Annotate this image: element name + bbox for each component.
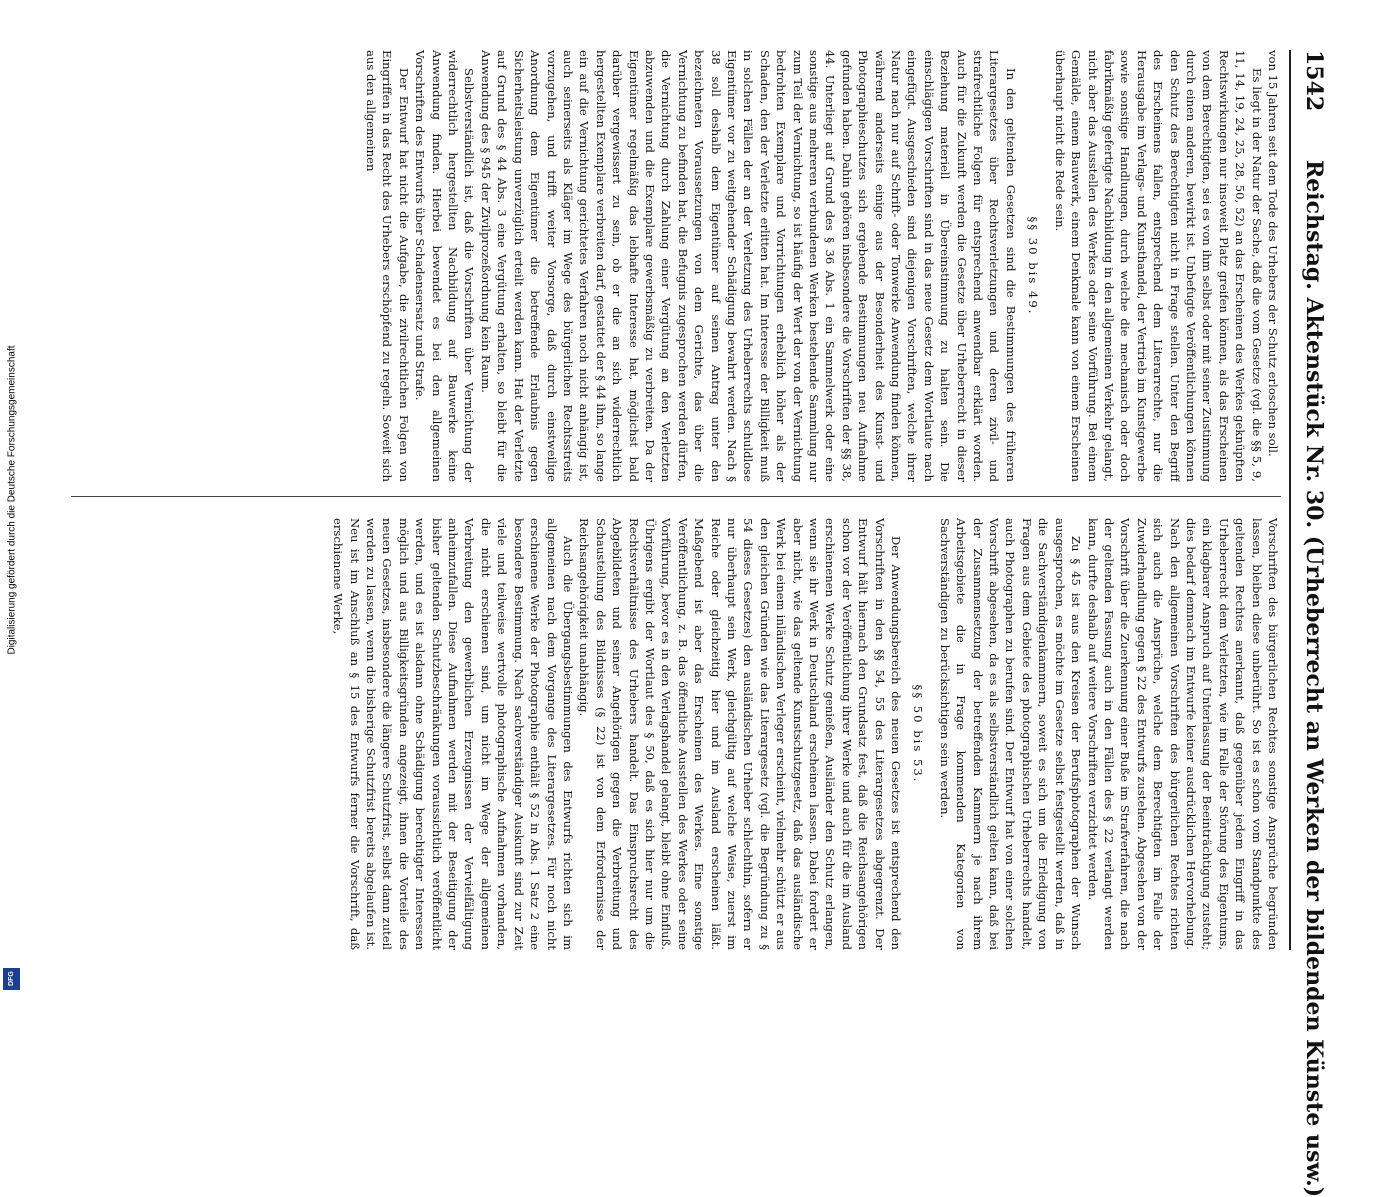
paragraph: In den geltenden Gesetzen sind die Bestimmungen des früheren Literargesetzes über Rechtsverletzungen und deren zivil- und strafrechtliche Folgen für entsprechend anwendbar erklärt worden. Auch für die Zukunft werden die Gesetze über Urheberrecht in dieser Beziehung materiell in Übereinstimmung zu halten sein. Die einschlägigen Vorschriften sind in das neue Gesetz dem Wortlaute nach eingefügt. Ausgeschieden sind diejenigen Vorschriften, welche ihrer Natur nach nur auf Schrift- oder Tonwerke Anwendung finden können, während anderseits einige aus der Besonderheit des Kunst- und Photographieschutzes sich ergebende Bestimmungen neu Aufnahme gefunden haben. Dahin gehören insbesondere die Vorschriften der §§ 38, 44. Unterliegt auf Grund des § 36 Abs. 1 ein Sammelwerk oder eine sonstige aus mehreren verbundenen Werken bestehende Sammlung nur zum Teil der Vernichtung, so ist häufig der Wert der von der Vernichtung bedrohten Exemplare und Vorrichtungen erheblich höher als der Schaden, den der Verletzte erlitten hat. Im Interesse der Billigkeit muß in solchen Fällen der an der Verletzung des Urheberrechts schuldlose Eigentümer vor zu weitgehender Schädigung bewahrt werden. Nach § 38 soll deshalb dem Eigentümer auf seinen Antrag unter den bezeichneten Voraussetzungen von dem Gerichte, das über die Vernichtung zu befinden hat, die Befugnis zugesprochen werden dürfen, die Vernichtung durch Zahlung einer Vergütung an den Verletzten abzuwenden und die Exemplare gewerbsmäßig zu verbreiten. Da der Eigentümer regelmäßig das lebhafte Interesse hat, möglichst bald darüber vergewissert zu sein, ob er die an sich widerrechtlich hergestellten Exemplare verbreiten darf, gestattet der § 44 ihm, so lange ein auf die Vernichtung gerichtetes Verfahren noch nicht anhängig ist, auch seinerseits als Kläger im Wege des bürgerlichen Rechtsstreits vorzugehen, und trifft weiter Vorsorge, daß durch einstweilige Anordnung dem Eigentümer die betreffende Erlaubnis gegen Sicherheitsleistung unverzüglich erteilt werden kann. Hat der Verletzte auf Grund des § 44 Abs. 3 eine Vergütung erhalten, so bleibt für die Anwendung des § 945 der Zivilprozeßordnung kein Raum. (478, 50, 1018, 482)
column-divider (71, 496, 1281, 497)
right-column (61, 518, 1281, 950)
section-heading: §§ 50 bis 53. (911, 684, 926, 784)
page-number: 1542 (1301, 50, 1327, 112)
paragraph: von 15 Jahren seit dem Tode des Urhebers der Schutz erloschen soll. (1266, 50, 1280, 457)
paragraph: Zu § 45 ist aus den Kreisen der Berufsphotographen der Wunsch ausgesprochen, es möchte im Gesetze selbst festgestellt werden, daß in die Sachverständigenkammern, soweit es sich um die Erledigung von Fragen aus dem Gebiete des photographischen Urheberrechts handelt, auch Photographen zu berufen sind. Der Entwurf hat von einer solchen Vorschrift abgesehen, da es als selbstverständlich gelten kann, daß bei der Zusammensetzung der betreffenden Kammern je nach ihrem Arbeitsgebiete die in Frage kommenden Kategorien von Sachverständigen zu berücksichtigen sein werden. (937, 518, 1084, 950)
section-heading: §§ 30 bis 49. (1026, 216, 1041, 316)
paragraph: Der Entwurf hat nicht die Aufgabe, die zivilrechtlichen Folgen von Eingriffen in das Recht des Urhebers erschöpfend zu regeln. Soweit sich aus den allgemeinen (364, 50, 411, 482)
rotated-page-content (40, 30, 1343, 1197)
paragraph: Es liegt in der Natur der Sache, daß die vom Gesetze (vgl. die §§ 5, 9, 11, 14, 19, 24, 25, 28, 50, 52) an das Erscheinen des Werkes geknüpften Rechtswirkungen nur insoweit Platz greifen können, als das Erscheinen von dem Berechtigten, sei es von ihm selbst oder mit seiner Zustimmung durch einen anderen, bewirkt ist. Unbefugte Veröffentlichungen können den Schutz des Berechtigten nicht in Frage stellen. Unter den Begriff des Erscheinens fallen, entsprechend dem Literarrechte, nur die Herausgabe im Verlags- und Kunsthandel, der Vertrieb im Kunstgewerbe sowie sonstige Handlungen, durch welche die mechanisch oder doch fabrikmäßig gefertigte Nachbildung in den allgemeinen Verkehr gelangt, nicht aber das Ausstellen des Werkes oder seine Vorführung. Bei einem Gemälde, einem Bauwerk, einem Denkmale kann von einem Erscheinen überhaupt nicht die Rede sein. (1052, 50, 1264, 482)
paragraph: Vorschriften des bürgerlichen Rechtes sonstige Ansprüche begründen lassen, bleiben diese unberührt. So ist es schon vom Standpunkte des geltenden Rechtes anerkannt, daß gegenüber jedem Eingriff in das Urheberrecht dem Verletzten, wie im Falle der Störung des Eigentums, ein klagbarer Anspruch auf Unterlassung der Beeinträchtigung zusteht; dies bedarf demnach im Entwurfe keiner ausdrücklichen Hervorhebung. Nach den allgemeinen Vorschriften des bürgerlichen Rechtes richten sich auch die Ansprüche, welche dem Berechtigten im Falle der Zuwiderhandlung gegen § 22 des Entwurfs zustehen. Abgesehen von der Vorschrift über die Zuerkennung einer Buße im Strafverfahren, die nach der geltenden Fassung auch in den Fällen des § 22 verlangt werden kann, durfte deshalb auf weitere Vorschriften verzichtet werden. (1085, 518, 1280, 950)
left-column (61, 50, 1281, 482)
paragraph: Selbstverständlich ist, daß die Vorschriften über Vernichtung der widerrechtlich hergestellten Nachbildung auf Bauwerke keine Anwendung finden. Hierbei bewendet es bei den allgemeinen Vorschriften des Entwurfs über Schadensersatz und Strafe. (413, 50, 477, 482)
digitization-credit: Digitalisierung gefördert durch die Deutsche Forschungsgemeinschaft (6, 345, 18, 655)
paragraph: Der Anwendungsbereich des neuen Gesetzes ist entsprechend den Vorschriften in den §§ 54, 55 des Literargesetzes abgegrenzt. Der Entwurf hält hiernach den Grundsatz fest, daß die Reichsangehörigen schon vor der Veröffentlichung ihrer Werke und auch für die im Ausland erschienenen Werke Schutz genießen, Ausländer den Schutz erlangen, wenn sie ihr Werk in Deutschland erscheinen lassen. Dabei fordert er aber nicht, wie das geltende Kunstschutzgesetz, daß das ausländische Werk bei einem inländischen Verleger erscheint, vielmehr schützt er aus den gleichen Gründen wie das Literargesetz (vgl. die Begründung zu § 54 dieses Gesetzes) den ausländischen Urheber schlechthin, sofern er nur überhaupt sein Werk, gleichgültig auf welche Weise, zuerst im Reiche oder gleichzeitig hier und im Ausland erscheinen läßt. Maßgebend ist aber das Erscheinen des Werkes. Eine sonstige Veröffentlichung, z. B. das öffentliche Ausstellen des Werkes oder seine Vorführung, bevor es in den Verlagshandel gelangt, bleibt ohne Einfluß. Übrigens ergibt der Wortlaut des § 50, daß es sich hier nur um die Rechtsverhältnisse des Urhebers handelt. Das Einspruchsrecht des Abgebildeten und seiner Angehörigen gegen die Verbreitung und Schaustellung des Bildnisses (§ 22) ist von dem Erfordernisse der Reichsangehörigkeit unabhängig. (577, 518, 904, 950)
scanned-page (40, 30, 1343, 1197)
dfg-logo-icon: DFG (3, 968, 20, 990)
header-rule (1289, 50, 1291, 950)
digitization-sidebar (0, 0, 24, 1000)
paragraph: Auch die Übergangsbestimmungen des Entwurfs richten sich im allgemeinen nach dem Vorgange des Literargesetzes. Für noch nicht erschienene Werke der Photographie enthält § 52 in Abs. 1 Satz 2 eine besondere Bestimmung. Nach sachverständiger Auskunft sind zur Zeit viele und teilweise wertvolle photographische Aufnahmen vorhanden, die nicht erschienen sind, um nicht im Wege der allgemeinen Verbreitung den gewerblichen Erzeugnissen der Vervielfältigung anheimzufallen. Diese Aufnahmen werden mit der Beseitigung der bisher geltenden Schutzbeschränkungen voraussichtlich veröffentlicht werden, und es ist alsdann ohne Schädigung berechtigter Interessen möglich und aus Billigkeitsgründen angezeigt, ihnen die Vorteile des neuen Gesetzes, insbesondere die längere Schutzfrist, selbst dann zuteil werden zu lassen, wenn die bisherige Schutzfrist bereits abgelaufen ist. Neu ist im Anschluß an § 15 des Entwurfs ferner die Vorschrift, daß erschienene Werke, (331, 518, 575, 950)
running-title: Reichstag. Aktenstück Nr. 30. (Urheberrecht an Werken der bildenden Künste usw.) (1301, 160, 1327, 1197)
page-header (1289, 50, 1333, 1197)
